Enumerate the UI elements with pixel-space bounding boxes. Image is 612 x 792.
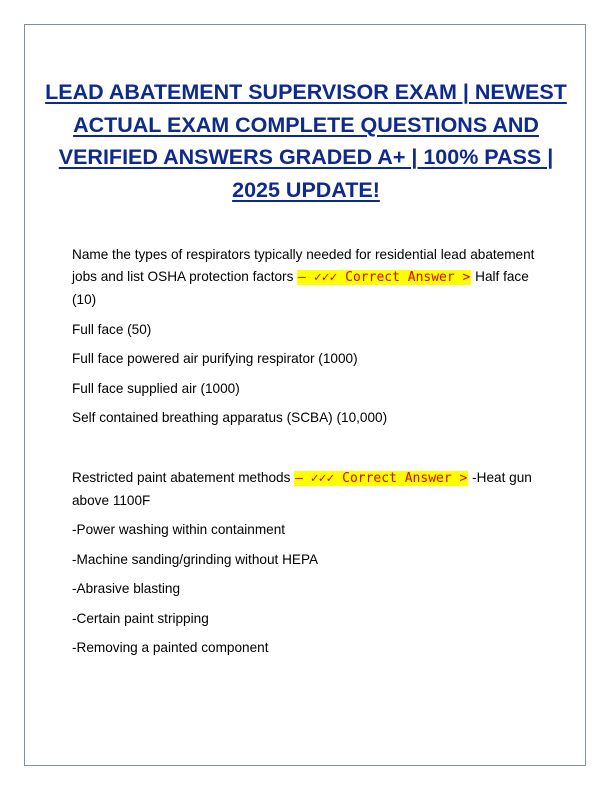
answer-line: -Abrasive blasting [72, 581, 181, 596]
question-1-text: Name the types of respirators typically needed for residential lead abatement jobs and list OSHA protection factors [72, 247, 535, 284]
answer-line: -Removing a painted component [72, 640, 269, 655]
answer-line: Full face supplied air (1000) [72, 380, 240, 396]
answer-1-first: Half face (10) [72, 269, 529, 307]
qa-content [72, 244, 550, 659]
correct-answer-marker: – ✓✓✓ Correct Answer > [295, 470, 468, 486]
answer-line: Full face powered air purifying respirator (1000) [72, 351, 358, 366]
answer-line: -Power washing within containment [72, 522, 286, 537]
answer-line: -Machine sanding/grinding without HEPA [72, 551, 319, 567]
answer-line: Self contained breathing apparatus (SCBA) (10,000) [72, 410, 388, 425]
question-1 [72, 244, 550, 311]
question-2-text: Restricted paint abatement methods [72, 469, 295, 485]
answer-line: -Certain paint stripping [72, 610, 209, 626]
document-title: LEAD ABATEMENT SUPERVISOR EXAM | NEWEST ACTUAL EXAM COMPLETE QUESTIONS AND VERIFIED ANSWERS GRADED A+ | 100% PASS | 2025 UPDATE! [45, 80, 567, 202]
correct-answer-marker: – ✓✓✓ Correct Answer > [298, 270, 471, 285]
answer-line: Full face (50) [72, 321, 152, 337]
question-2 [72, 467, 550, 512]
answer-2-first: -Heat gun above 1100F [72, 469, 532, 508]
